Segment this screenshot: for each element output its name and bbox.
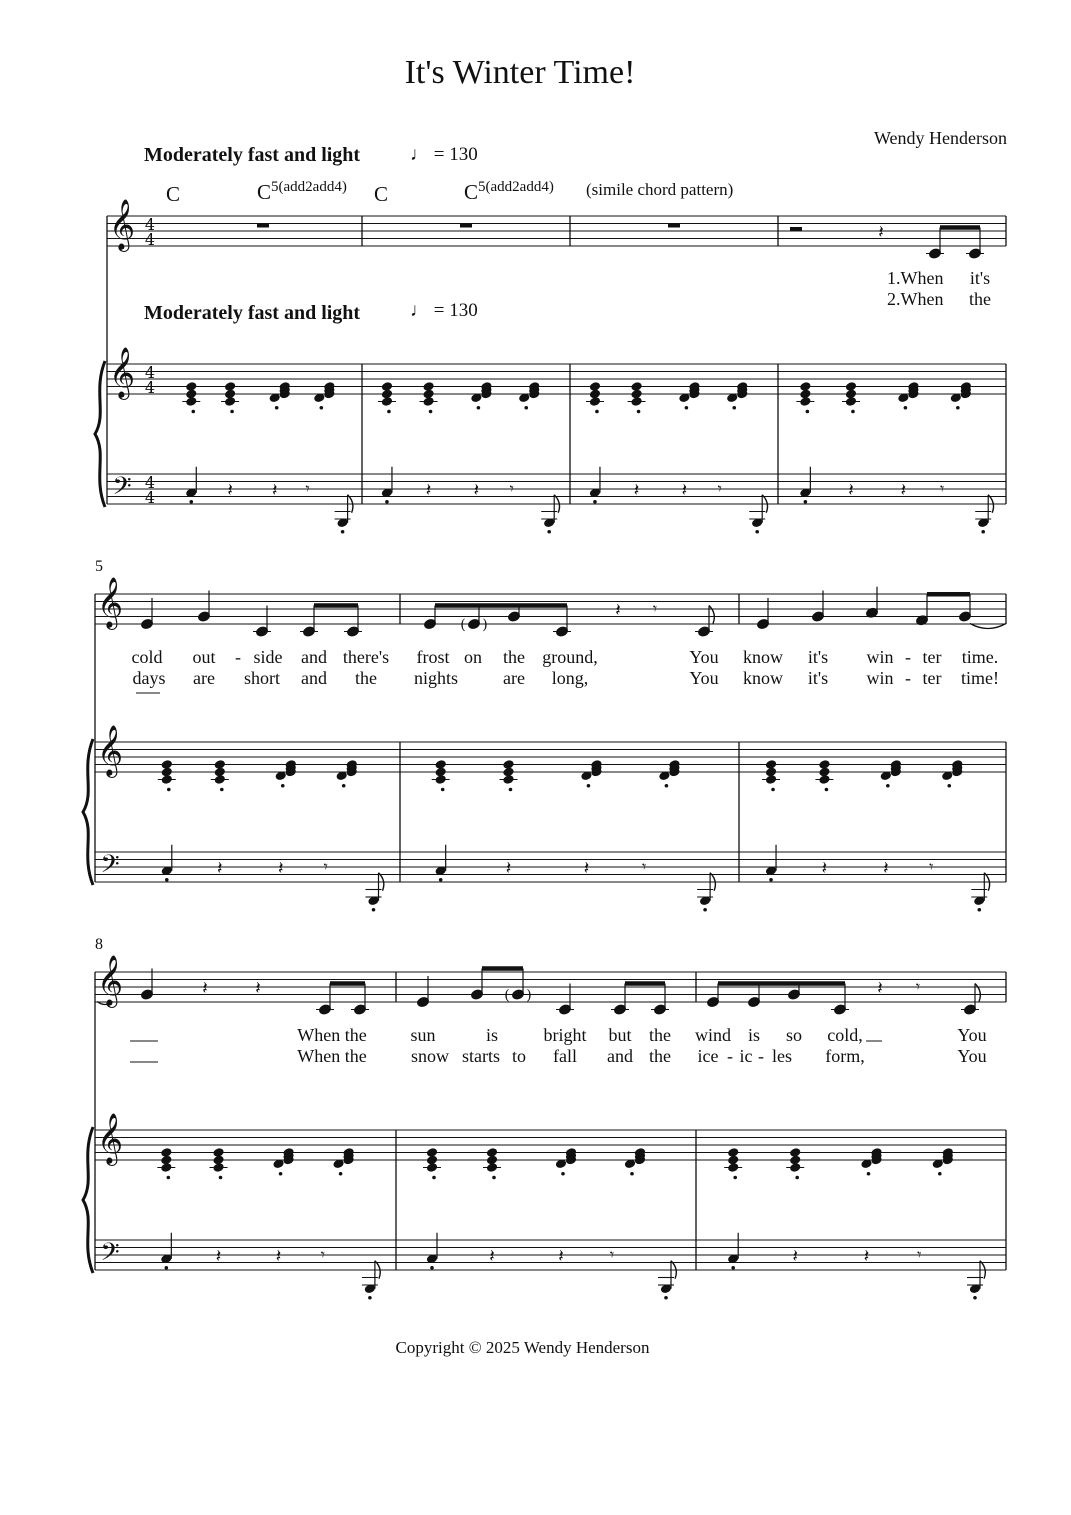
lyric-syllable: know <box>743 668 783 688</box>
whole-rest <box>668 224 680 228</box>
eighth-rest: 𝄾 <box>509 479 514 498</box>
lyric-syllable: ice <box>697 1046 719 1066</box>
staccato-dot <box>595 410 599 414</box>
note-flag <box>709 606 714 624</box>
staccato-dot <box>219 1176 223 1180</box>
chord-notehead <box>845 381 857 392</box>
eighth-rest: 𝄾 <box>717 479 722 498</box>
staccato-dot <box>281 784 285 788</box>
staccato-dot <box>167 788 171 792</box>
quarter-rest: 𝄽 <box>227 480 233 501</box>
staccato-dot <box>372 908 376 912</box>
chord-notehead <box>789 1147 801 1158</box>
lyric-syllable: the <box>503 647 525 667</box>
staccato-dot <box>189 500 193 504</box>
lyric-syllable: time. <box>961 647 999 667</box>
lyric-syllable: win <box>866 668 894 688</box>
note-flag <box>975 984 980 1002</box>
lyric-syllable: When the <box>297 1046 367 1066</box>
lyric-syllable: frost <box>416 647 450 667</box>
lyric-syllable: and <box>301 668 327 688</box>
chord-notehead <box>160 1147 172 1158</box>
staccato-dot <box>978 908 982 912</box>
staccato-dot <box>755 530 759 534</box>
staccato-dot <box>387 410 391 414</box>
quarter-rest: 𝄽 <box>255 978 261 999</box>
staccato-dot <box>547 530 551 534</box>
lyric-hyphen: - <box>235 647 241 667</box>
lyric-syllable: short <box>244 668 280 688</box>
lyric-syllable: and <box>301 647 327 667</box>
lyric-syllable: long, <box>551 668 589 688</box>
quarter-rest: 𝄽 <box>275 1246 282 1267</box>
lyric-syllable: side <box>253 647 283 667</box>
quarter-rest: 𝄽 <box>821 858 828 879</box>
staccato-dot <box>630 1172 634 1176</box>
cautionary-paren: ) <box>482 617 488 633</box>
half-rest <box>790 227 802 231</box>
piano-brace <box>83 1127 93 1273</box>
staccato-dot <box>593 500 597 504</box>
quarter-rest: 𝄽 <box>877 978 883 999</box>
lyric-syllable: it's <box>807 647 829 667</box>
chord-notehead <box>765 759 777 770</box>
chord-symbol: C <box>374 182 389 206</box>
cautionary-paren: ( <box>504 987 510 1004</box>
staccato-dot <box>561 1172 565 1176</box>
staccato-dot <box>733 1176 737 1180</box>
quarter-rest: 𝄽 <box>615 600 621 621</box>
staccato-dot <box>230 410 234 414</box>
staccato-dot <box>368 1296 372 1300</box>
lyric-syllable: so <box>785 1025 803 1045</box>
lyric-syllable: fall <box>553 1046 577 1066</box>
measure-number: 5 <box>95 558 103 575</box>
staccato-dot <box>430 1266 434 1270</box>
lyric-syllable: 1.When <box>887 268 944 288</box>
bass-clef-icon: 𝄢 <box>112 472 132 507</box>
lyric-syllable: it's <box>969 268 991 288</box>
lyric-syllable: sun <box>410 1025 436 1045</box>
eighth-rest: 𝄾 <box>917 1245 922 1264</box>
lyric-hyphen: - <box>905 668 911 688</box>
tempo-marking-piano: Moderately fast and light <box>144 302 361 324</box>
quarter-rest: 𝄽 <box>558 1246 564 1267</box>
chord-symbol: C <box>166 182 181 206</box>
lyric-syllable: know <box>743 647 783 667</box>
chord-root: C <box>257 180 272 204</box>
simile-annotation: (simile chord pattern) <box>586 180 734 199</box>
lyric-syllable: the <box>355 668 377 688</box>
lyric-syllable: to <box>511 1046 527 1066</box>
staccato-dot <box>981 530 985 534</box>
staccato-dot <box>665 784 669 788</box>
chord-notehead <box>212 1147 224 1158</box>
staccato-dot <box>165 878 169 882</box>
lyric-syllable: You <box>689 668 719 688</box>
lyric-syllable: win <box>866 647 894 667</box>
treble-clef-icon: 𝄞 <box>96 955 124 1006</box>
time-signature: 4 <box>144 488 156 507</box>
eighth-rest: 𝄾 <box>609 1245 615 1264</box>
staccato-dot <box>279 1172 283 1176</box>
lyric-syllable: is <box>747 1025 761 1045</box>
treble-clef-icon: 𝄞 <box>108 199 136 250</box>
lyric-syllable: the <box>649 1025 671 1045</box>
eighth-rest: 𝄾 <box>641 857 647 876</box>
chord-notehead <box>799 381 811 392</box>
quarter-rest: 𝄽 <box>792 1246 798 1267</box>
chord-notehead <box>214 759 226 770</box>
chord-notehead <box>224 381 236 392</box>
staccato-dot <box>947 784 951 788</box>
chord-extension: 5(add2add4) <box>271 179 347 195</box>
lyric-syllable: it's <box>807 668 829 688</box>
staccato-dot <box>165 1266 169 1270</box>
quarter-rest: 𝄽 <box>848 480 854 501</box>
time-signature: 4 <box>144 215 156 234</box>
lyric-syllable: les <box>772 1046 792 1066</box>
lyric-syllable: You <box>689 647 719 667</box>
staccato-dot <box>341 530 345 534</box>
lyric-syllable: out <box>192 647 216 667</box>
lyric-syllable: bright <box>543 1025 587 1045</box>
staccato-dot <box>851 410 855 414</box>
staccato-dot <box>339 1172 343 1176</box>
piano-brace <box>95 361 105 507</box>
quarter-rest: 𝄽 <box>883 858 889 879</box>
lyric-hyphen: - <box>758 1046 764 1066</box>
eighth-rest: 𝄾 <box>320 1245 326 1264</box>
lyric-syllable: When the <box>297 1025 367 1045</box>
time-signature: 4 <box>144 230 156 249</box>
lyric-syllable: ter <box>922 647 942 667</box>
staccato-dot <box>703 908 707 912</box>
lyric-syllable: ter <box>922 668 942 688</box>
lyric-syllable: snow <box>410 1046 450 1066</box>
lyric-syllable: but <box>608 1025 632 1045</box>
staccato-dot <box>956 406 960 410</box>
eighth-rest: 𝄾 <box>305 479 310 498</box>
chord-notehead <box>502 759 514 770</box>
staccato-dot <box>441 788 445 792</box>
quarter-note-icon: ♩ <box>410 144 429 165</box>
lyric-syllable: cold <box>131 647 163 667</box>
staccato-dot <box>637 410 641 414</box>
lyric-syllable: there's <box>342 647 390 667</box>
eighth-rest: 𝄾 <box>915 977 921 996</box>
whole-rest <box>257 224 269 228</box>
chord-notehead <box>486 1147 498 1158</box>
staccato-dot <box>938 1172 942 1176</box>
cautionary-paren: ( <box>460 617 466 633</box>
staccato-dot <box>220 788 224 792</box>
staccato-dot <box>732 406 736 410</box>
staccato-dot <box>342 784 346 788</box>
chord-notehead <box>630 381 642 392</box>
page-title: It's Winter Time! <box>404 54 636 91</box>
quarter-rest: 𝄽 <box>489 1246 495 1267</box>
lyric-syllable: ic <box>739 1046 753 1066</box>
quarter-rest: 𝄽 <box>505 858 512 879</box>
piano-brace <box>83 739 93 885</box>
measure-number: 8 <box>95 936 103 953</box>
lyric-syllable: nights <box>413 668 459 688</box>
lyric-syllable: form, <box>825 1046 865 1066</box>
lyric-syllable: You <box>957 1046 987 1066</box>
lyric-syllable: the <box>649 1046 671 1066</box>
treble-clef-icon: 𝄞 <box>108 347 136 398</box>
staccato-dot <box>795 1176 799 1180</box>
staccato-dot <box>771 788 775 792</box>
staccato-dot <box>509 788 513 792</box>
staccato-dot <box>320 406 324 410</box>
staccato-dot <box>385 500 389 504</box>
treble-clef-icon: 𝄞 <box>96 577 124 628</box>
cautionary-paren: ) <box>526 987 532 1004</box>
lyric-syllable: wind <box>695 1025 731 1045</box>
quarter-rest: 𝄽 <box>878 222 884 243</box>
staccato-dot <box>886 784 890 788</box>
quarter-rest: 𝄽 <box>425 480 432 501</box>
time-signature: 4 <box>144 378 156 397</box>
quarter-rest: 𝄽 <box>217 858 223 879</box>
lyric-syllable: days <box>132 668 166 688</box>
staccato-dot <box>804 500 808 504</box>
staccato-dot <box>275 406 279 410</box>
whole-rest <box>460 224 472 228</box>
tempo-marking-voice: Moderately fast and light <box>144 144 361 166</box>
staccato-dot <box>432 1176 436 1180</box>
staccato-dot <box>429 410 433 414</box>
lyric-syllable: time! <box>961 668 999 688</box>
staccato-dot <box>477 406 481 410</box>
quarter-rest: 𝄽 <box>681 480 688 501</box>
staccato-dot <box>973 1296 977 1300</box>
quarter-rest: 𝄽 <box>271 480 278 501</box>
chord-notehead <box>381 381 393 392</box>
chord-notehead <box>589 381 601 392</box>
lyric-hyphen: - <box>905 647 911 667</box>
quarter-rest: 𝄽 <box>277 858 284 879</box>
chord-extension: 5(add2add4) <box>478 179 554 195</box>
chord-notehead <box>818 759 830 770</box>
chord-notehead <box>426 1147 438 1158</box>
eighth-rest: 𝄾 <box>652 599 658 618</box>
bass-clef-icon: 𝄢 <box>100 850 120 885</box>
quarter-rest: 𝄽 <box>583 858 590 879</box>
staccato-dot <box>587 784 591 788</box>
staccato-dot <box>167 1176 171 1180</box>
eighth-rest: 𝄾 <box>940 479 945 498</box>
staccato-dot <box>492 1176 496 1180</box>
lyric-syllable: 2.When <box>887 289 944 309</box>
metronome-value: = 130 <box>433 300 478 321</box>
time-signature: 4 <box>144 363 156 382</box>
lyric-syllable: cold, <box>827 1025 863 1045</box>
lyric-syllable: the <box>969 289 991 309</box>
quarter-rest: 𝄽 <box>633 480 640 501</box>
staccato-dot <box>904 406 908 410</box>
quarter-note-icon: ♩ <box>410 300 429 321</box>
quarter-rest: 𝄽 <box>473 480 480 501</box>
staccato-dot <box>825 788 829 792</box>
lyric-hyphen: - <box>727 1046 733 1066</box>
chord-notehead <box>161 759 173 770</box>
time-signature: 4 <box>144 473 156 492</box>
staccato-dot <box>524 406 528 410</box>
quarter-rest: 𝄽 <box>900 480 907 501</box>
metronome-value: = 130 <box>433 144 478 165</box>
quarter-rest: 𝄽 <box>863 1246 870 1267</box>
staccato-dot <box>439 878 443 882</box>
copyright-notice: Copyright © 2025 Wendy Henderson <box>395 1338 650 1357</box>
lyric-syllable: starts <box>462 1046 500 1066</box>
staccato-dot <box>769 878 773 882</box>
lyric-syllable: on <box>464 647 482 667</box>
quarter-rest: 𝄽 <box>215 1246 222 1267</box>
staccato-dot <box>731 1266 735 1270</box>
treble-clef-icon: 𝄞 <box>96 1113 124 1164</box>
lyric-syllable: are <box>503 668 525 688</box>
lyric-syllable: is <box>485 1025 499 1045</box>
bass-clef-icon: 𝄢 <box>100 1238 120 1273</box>
staccato-dot <box>685 406 689 410</box>
staccato-dot <box>191 410 195 414</box>
lyric-syllable: ground, <box>542 647 598 667</box>
lyric-syllable: are <box>193 668 215 688</box>
composer: Wendy Henderson <box>873 128 1007 148</box>
lyric-syllable: You <box>957 1025 987 1045</box>
staccato-dot <box>867 1172 871 1176</box>
lyric-syllable: and <box>607 1046 633 1066</box>
chord-notehead <box>422 381 434 392</box>
chord-notehead <box>727 1147 739 1158</box>
chord-notehead <box>434 759 446 770</box>
staccato-dot <box>806 410 810 414</box>
eighth-rest: 𝄾 <box>929 857 934 876</box>
chord-root: C <box>464 180 479 204</box>
staccato-dot <box>664 1296 668 1300</box>
treble-clef-icon: 𝄞 <box>96 725 124 776</box>
quarter-rest: 𝄽 <box>202 978 208 999</box>
chord-notehead <box>185 381 197 392</box>
eighth-rest: 𝄾 <box>323 857 328 876</box>
